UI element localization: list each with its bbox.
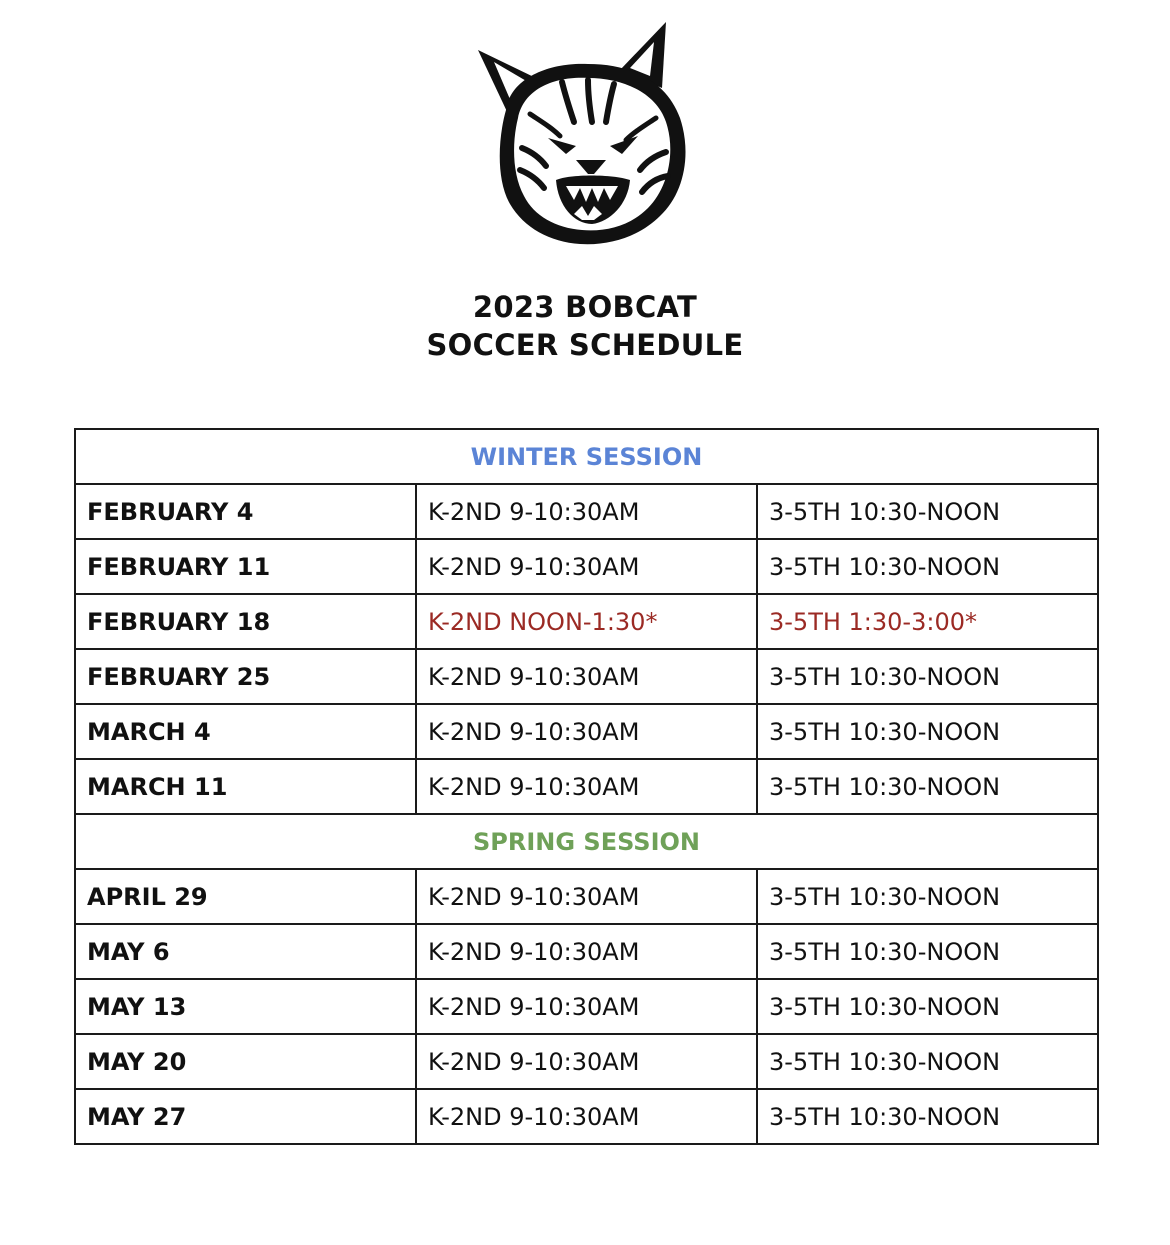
schedule-table <box>74 428 1099 1145</box>
table-row <box>75 704 1098 759</box>
date-cell: FEBRUARY 18 <box>75 594 416 649</box>
grade35-time-cell: 3-5TH 10:30-NOON <box>757 484 1098 539</box>
k2-time-cell: K-2ND 9-10:30AM <box>416 484 757 539</box>
table-row <box>75 539 1098 594</box>
date-cell: APRIL 29 <box>75 869 416 924</box>
grade35-time-cell: 3-5TH 10:30-NOON <box>757 759 1098 814</box>
spring-session-header-row <box>75 814 1098 869</box>
k2-time-cell: K-2ND 9-10:30AM <box>416 649 757 704</box>
k2-time-cell: K-2ND 9-10:30AM <box>416 759 757 814</box>
table-row <box>75 484 1098 539</box>
grade35-time-cell: 3-5TH 10:30-NOON <box>757 1089 1098 1144</box>
k2-time-cell: K-2ND 9-10:30AM <box>416 704 757 759</box>
table-row <box>75 594 1098 649</box>
winter-session-label: WINTER SESSION <box>75 429 1098 484</box>
bobcat-logo-icon <box>470 18 702 250</box>
grade35-time-cell: 3-5TH 10:30-NOON <box>757 539 1098 594</box>
date-cell: FEBRUARY 4 <box>75 484 416 539</box>
grade35-time-cell: 3-5TH 10:30-NOON <box>757 979 1098 1034</box>
k2-time-cell: K-2ND 9-10:30AM <box>416 924 757 979</box>
page-title <box>0 288 1170 364</box>
table-row <box>75 649 1098 704</box>
grade35-time-cell-changed: 3-5TH 1:30-3:00* <box>757 594 1098 649</box>
title-line-1: 2023 BOBCAT <box>472 290 698 324</box>
date-cell: MAY 13 <box>75 979 416 1034</box>
date-cell: FEBRUARY 25 <box>75 649 416 704</box>
k2-time-cell: K-2ND 9-10:30AM <box>416 979 757 1034</box>
table-row <box>75 1089 1098 1144</box>
k2-time-cell: K-2ND 9-10:30AM <box>416 1034 757 1089</box>
k2-time-cell: K-2ND 9-10:30AM <box>416 869 757 924</box>
date-cell: FEBRUARY 11 <box>75 539 416 594</box>
date-cell: MAY 20 <box>75 1034 416 1089</box>
title-line-2: SOCCER SCHEDULE <box>426 328 744 362</box>
grade35-time-cell: 3-5TH 10:30-NOON <box>757 649 1098 704</box>
date-cell: MAY 27 <box>75 1089 416 1144</box>
date-cell: MARCH 4 <box>75 704 416 759</box>
table-row <box>75 759 1098 814</box>
table-row <box>75 869 1098 924</box>
k2-time-cell: K-2ND 9-10:30AM <box>416 539 757 594</box>
grade35-time-cell: 3-5TH 10:30-NOON <box>757 924 1098 979</box>
table-row <box>75 979 1098 1034</box>
date-cell: MARCH 11 <box>75 759 416 814</box>
k2-time-cell-changed: K-2ND NOON-1:30* <box>416 594 757 649</box>
table-row <box>75 1034 1098 1089</box>
date-cell: MAY 6 <box>75 924 416 979</box>
k2-time-cell: K-2ND 9-10:30AM <box>416 1089 757 1144</box>
grade35-time-cell: 3-5TH 10:30-NOON <box>757 1034 1098 1089</box>
grade35-time-cell: 3-5TH 10:30-NOON <box>757 869 1098 924</box>
winter-session-header-row <box>75 429 1098 484</box>
grade35-time-cell: 3-5TH 10:30-NOON <box>757 704 1098 759</box>
spring-session-label: SPRING SESSION <box>75 814 1098 869</box>
table-row <box>75 924 1098 979</box>
